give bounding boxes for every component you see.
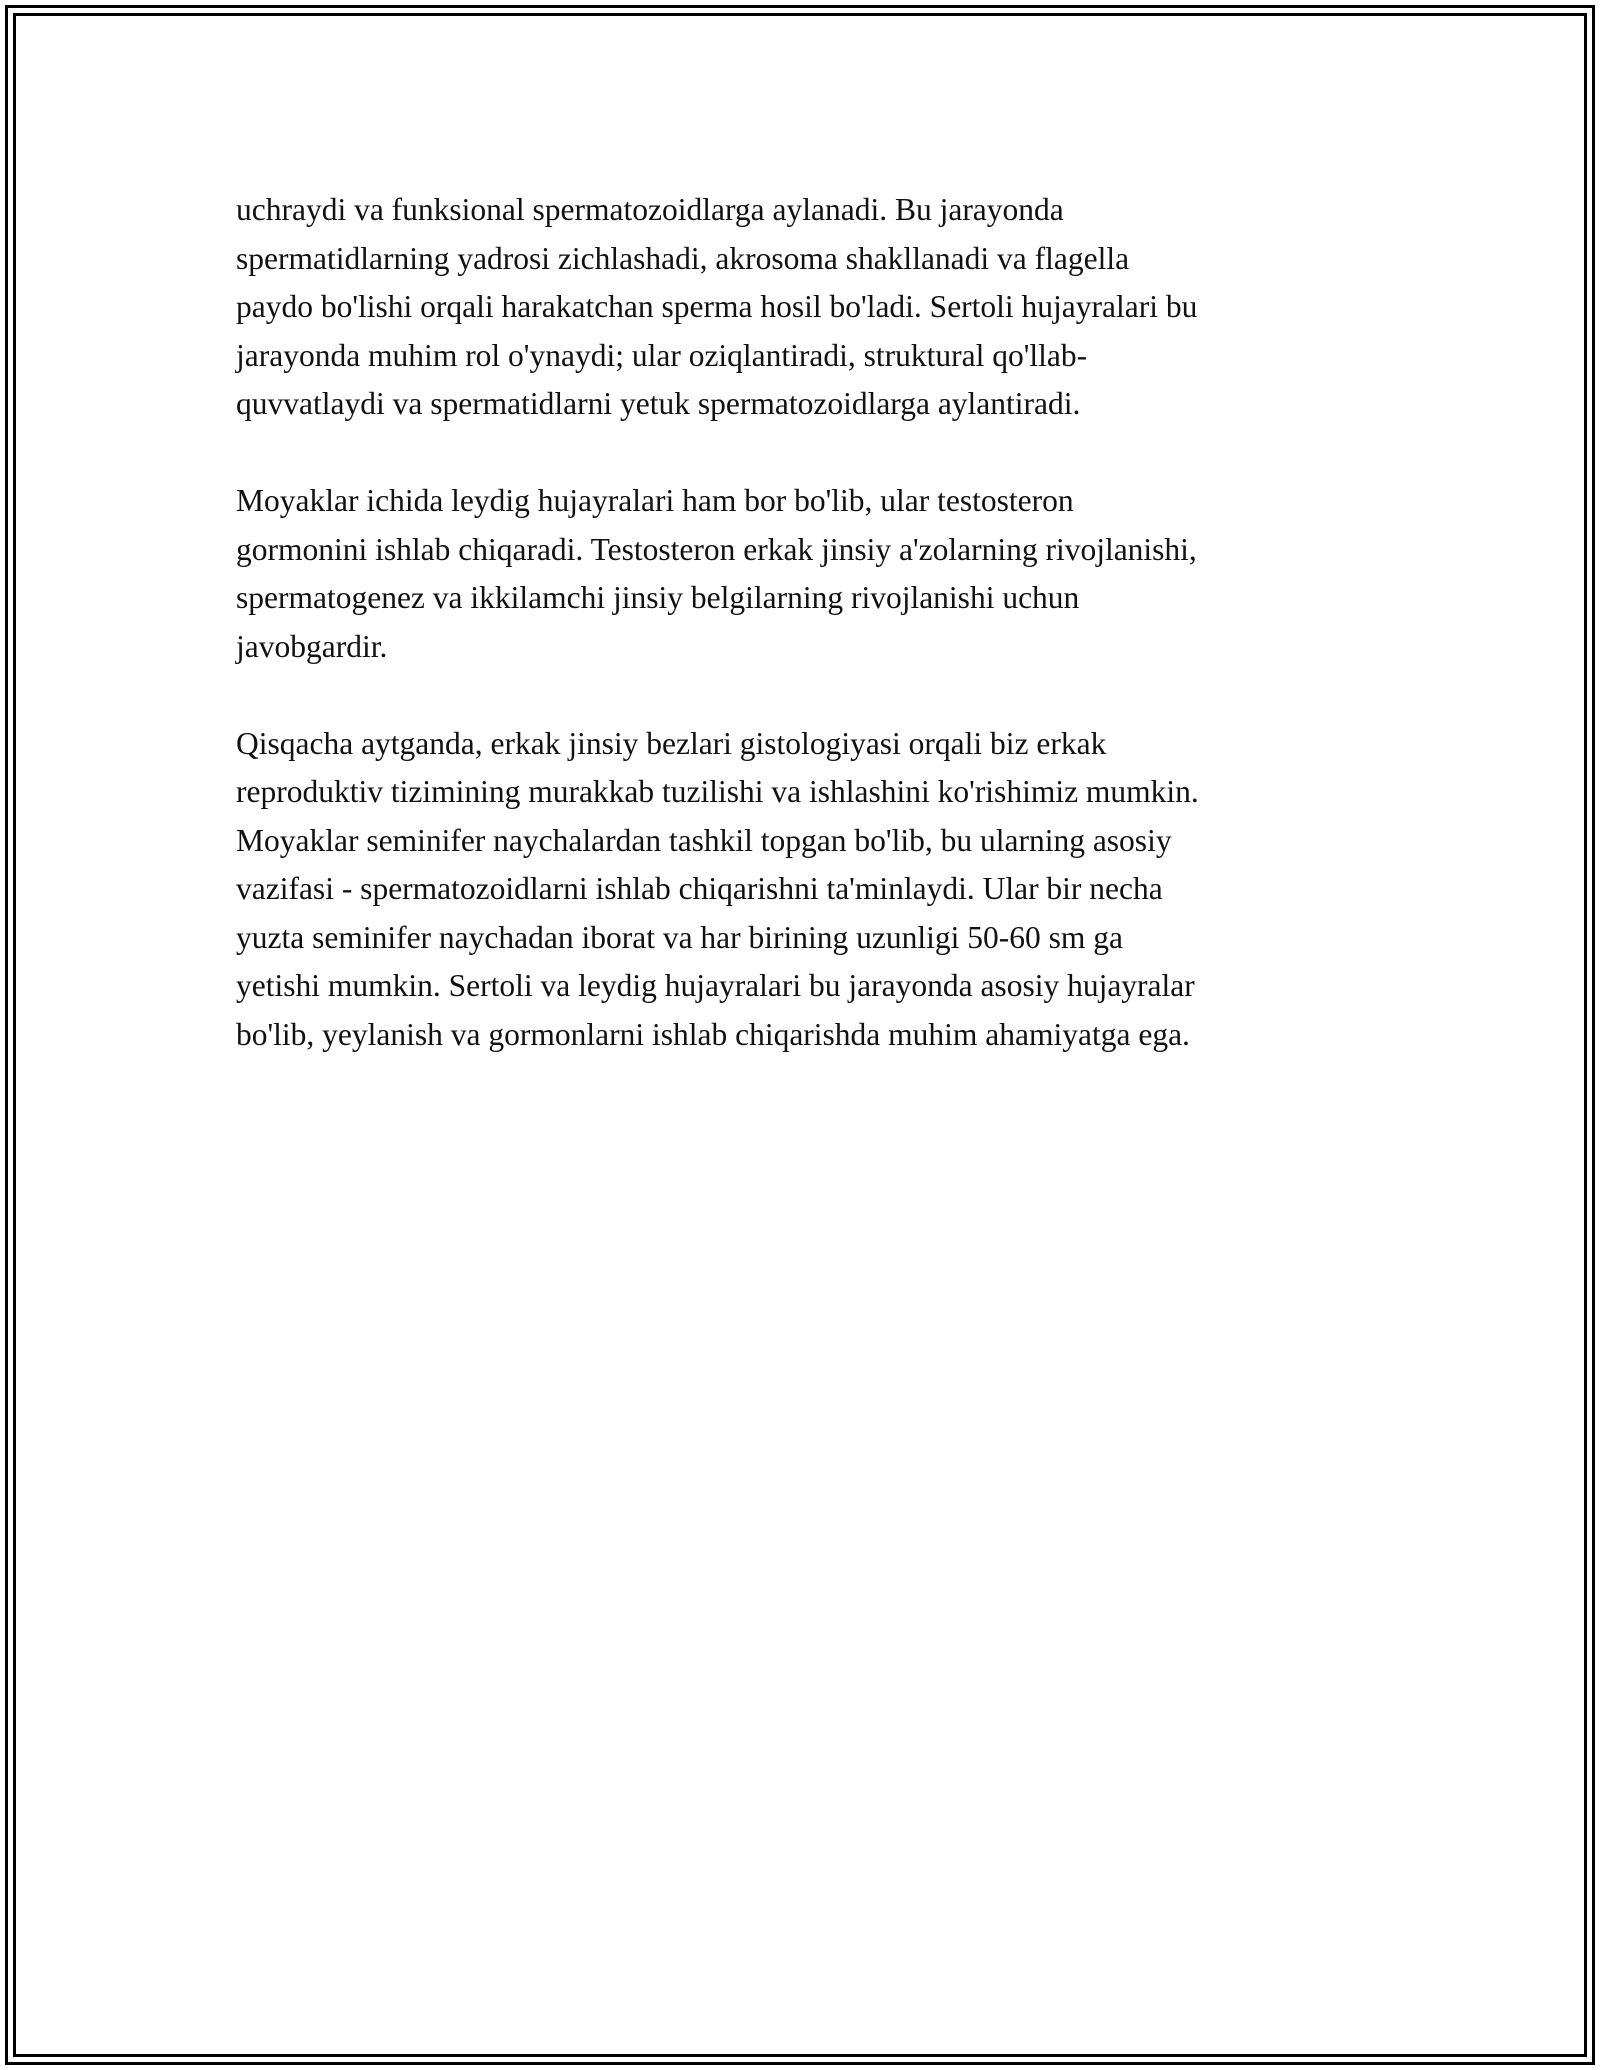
- paragraph-2: Moyaklar ichida leydig hujayralari ham bor bo'lib, ular testosteron gormonini ishlab chiqaradi. Testosteron erkak jinsiy a'zolarning rivojlanishi, spermatogenez va ikkilamchi jinsiy belgilarning rivojlanishi uchun javobgardir.: [236, 483, 1197, 664]
- paragraph-1: uchraydi va funksional spermatozoidlarga aylanadi. Bu jarayonda spermatidlarning yadrosi zichlashadi, akrosoma shakllanadi va flagella paydo bo'lishi orqali harakatchan sperma hosil bo'ladi. Sertoli hujayralari bu jarayonda muhim rol o'ynaydi; ular oziqlantiradi, struktural qo'llab- quvvatlaydi va spermatidlarni yetuk spermatozoidlarga aylantiradi.: [236, 192, 1198, 421]
- document-body: [236, 186, 1366, 1108]
- paragraph-3: Qisqacha aytganda, erkak jinsiy bezlari gistologiyasi orqali biz erkak reproduktiv tizimining murakkab tuzilishi va ishlashini ko'rishimiz mumkin. Moyaklar seminifer naychalardan tashkil topgan bo'lib, bu ularning asosiy vazifasi - spermatozoidlarni ishlab chiqarishni ta'minlaydi. Ular bir necha yuzta seminifer naychadan iborat va har birining uzunligi 50-60 sm ga yetishi mumkin. Sertoli va leydig hujayralari bu jarayonda asosiy hujayralar bo'lib, yeylanish va gormonlarni ishlab chiqarishda muhim ahamiyatga ega.: [236, 725, 1199, 1052]
